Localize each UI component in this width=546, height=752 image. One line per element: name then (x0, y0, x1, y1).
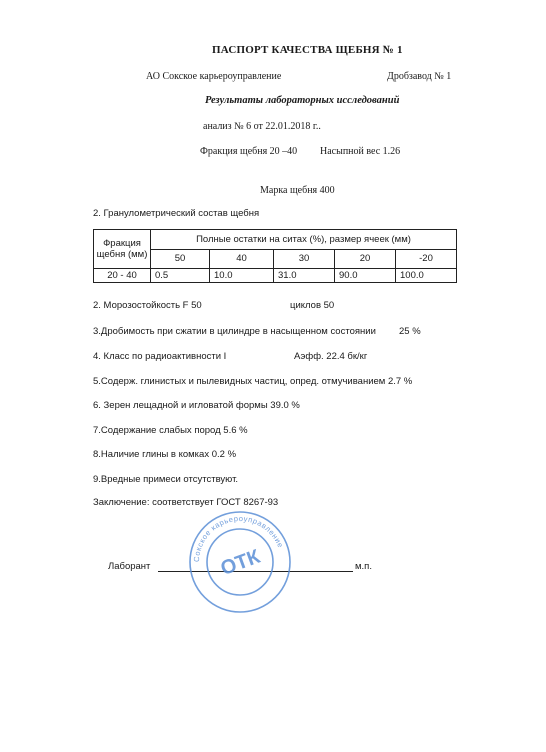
effective-activity: Аэфф. 22.4 бк/кг (294, 351, 368, 362)
stamp-place-label: м.п. (355, 561, 372, 572)
residue-cell: 90.0 (335, 269, 396, 283)
crushability-value: 25 % (399, 326, 421, 337)
bulk-weight: Насыпной вес 1.26 (320, 146, 401, 157)
residue-cell: 100.0 (396, 269, 457, 283)
residue-cell: 31.0 (274, 269, 335, 283)
stamp-center-text: ОТК (217, 545, 263, 581)
sieve-size-cell: 50 (151, 249, 210, 269)
otk-stamp (185, 507, 295, 617)
weak-rock-content: 7.Содержание слабых пород 5.6 % (93, 425, 248, 436)
analysis-line: анализ № 6 от 22.01.2018 г.. (203, 121, 321, 132)
laborant-label: Лаборант (108, 561, 151, 572)
fraction-header-cell: Фракция щебня (мм) (94, 230, 151, 269)
clay-dust-content: 5.Содерж. глинистых и пылевидных частиц, опред. отмучиванием 2.7 % (93, 376, 413, 387)
residue-cell: 0.5 (151, 269, 210, 283)
flaky-grains: 6. Зерен лещадной и игловатой формы 39.0 % (93, 400, 300, 411)
table-row (94, 230, 457, 250)
frost-resistance: 2. Морозостойкость F 50 (93, 300, 202, 311)
granulometric-table (93, 229, 457, 283)
crushability: 3.Дробимость при сжатии в цилиндре в насыщенном состоянии (93, 326, 376, 337)
conclusion: Заключение: соответствует ГОСТ 8267-93 (93, 497, 279, 508)
plant-name: Дробзавод № 1 (387, 71, 452, 82)
stamp-ring-text: Сокское карьероуправление (191, 513, 286, 563)
granulometric-heading: 2. Гранулометрический состав щебня (93, 208, 260, 219)
clay-lumps: 8.Наличие глины в комках 0.2 % (93, 449, 237, 460)
sieve-size-cell: 40 (210, 249, 274, 269)
residue-cell: 10.0 (210, 269, 274, 283)
sieve-group-header: Полные остатки на ситах (%), размер ячеек (мм) (151, 230, 457, 250)
sieve-size-cell: 30 (274, 249, 335, 269)
harmful-impurities: 9.Вредные примеси отсутствуют. (93, 474, 239, 485)
sieve-size-cell: 20 (335, 249, 396, 269)
company-name: АО Сокское карьероуправление (146, 71, 282, 82)
table-row (94, 269, 457, 283)
grade-line: Марка щебня 400 (260, 185, 335, 196)
sieve-size-cell: -20 (396, 249, 457, 269)
fraction-value-cell: 20 - 40 (94, 269, 151, 283)
radioactivity-class: 4. Класс по радиоактивности I (93, 351, 227, 362)
lab-results-heading: Результаты лабораторных исследований (205, 95, 400, 106)
document-title: ПАСПОРТ КАЧЕСТВА ЩЕБНЯ № 1 (212, 44, 403, 56)
frost-cycles: циклов 50 (290, 300, 335, 311)
fraction-line: Фракция щебня 20 –40 (200, 146, 298, 157)
